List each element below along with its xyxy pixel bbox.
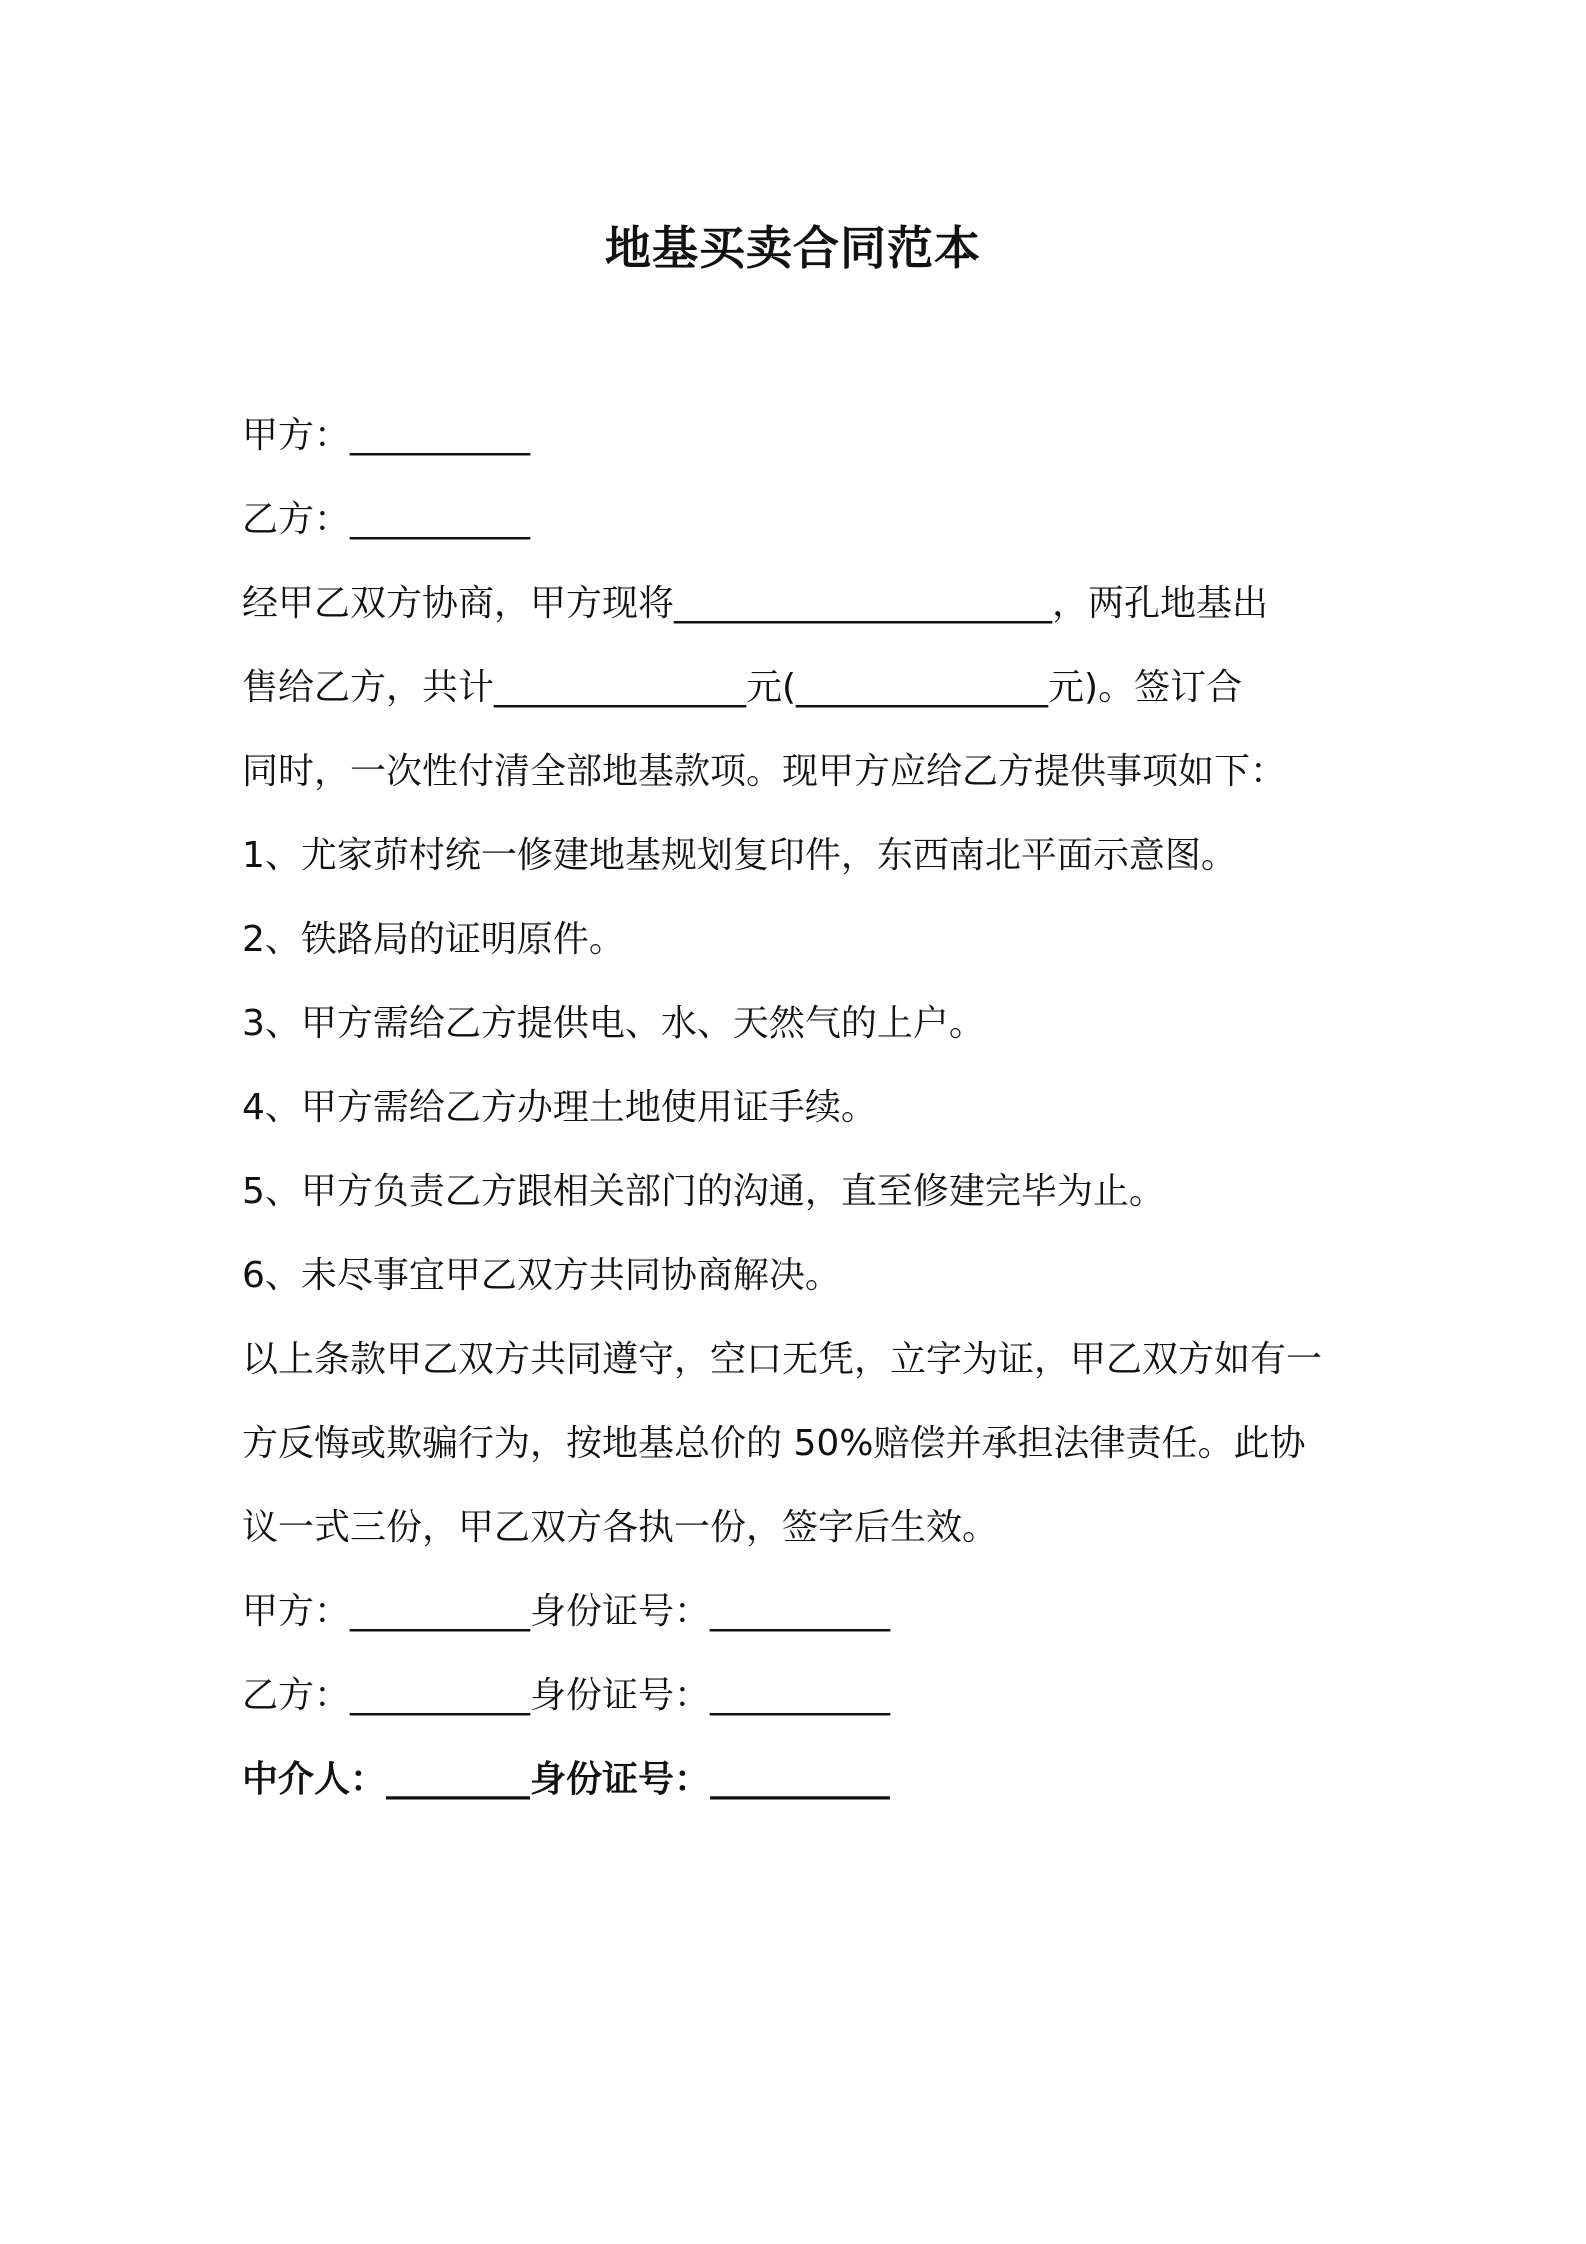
clause-1: 1、尤家茆村统一修建地基规划复印件，东西南北平面示意图。 [242, 835, 1237, 876]
party-a-line: 甲方：__________ [242, 415, 531, 456]
party-a-signature-line: 甲方：__________身份证号：__________ [242, 1591, 891, 1632]
closing-paragraph-line-2: 方反悔或欺骗行为，按地基总价的 50%赔偿并承担法律责任。此协 [242, 1423, 1306, 1464]
document-title: 地基买卖合同范本 [605, 221, 981, 275]
clause-2: 2、铁路局的证明原件。 [242, 919, 625, 960]
closing-paragraph-line-3: 议一式三份，甲乙双方各执一份，签字后生效。 [242, 1507, 999, 1548]
clause-6: 6、未尽事宜甲乙双方共同协商解决。 [242, 1255, 841, 1296]
agreement-paragraph-line-3: 同时，一次性付清全部地基款项。现甲方应给乙方提供事项如下： [242, 751, 1287, 792]
agreement-paragraph-line-1: 经甲乙双方协商，甲方现将_____________________，两孔地基出 [242, 583, 1269, 624]
party-b-line: 乙方：__________ [242, 499, 531, 540]
closing-paragraph-line-1: 以上条款甲乙双方共同遵守，空口无凭，立字为证，甲乙双方如有一 [242, 1339, 1323, 1380]
intermediary-signature-line: 中介人：________身份证号：__________ [242, 1759, 891, 1800]
clause-5: 5、甲方负责乙方跟相关部门的沟通，直至修建完毕为止。 [242, 1171, 1165, 1212]
clause-3: 3、甲方需给乙方提供电、水、天然气的上户。 [242, 1003, 985, 1044]
clause-4: 4、甲方需给乙方办理土地使用证手续。 [242, 1087, 877, 1128]
party-b-signature-line: 乙方：__________身份证号：__________ [242, 1675, 891, 1716]
agreement-paragraph-line-2: 售给乙方，共计______________元(______________元)。签订合 [242, 667, 1243, 708]
